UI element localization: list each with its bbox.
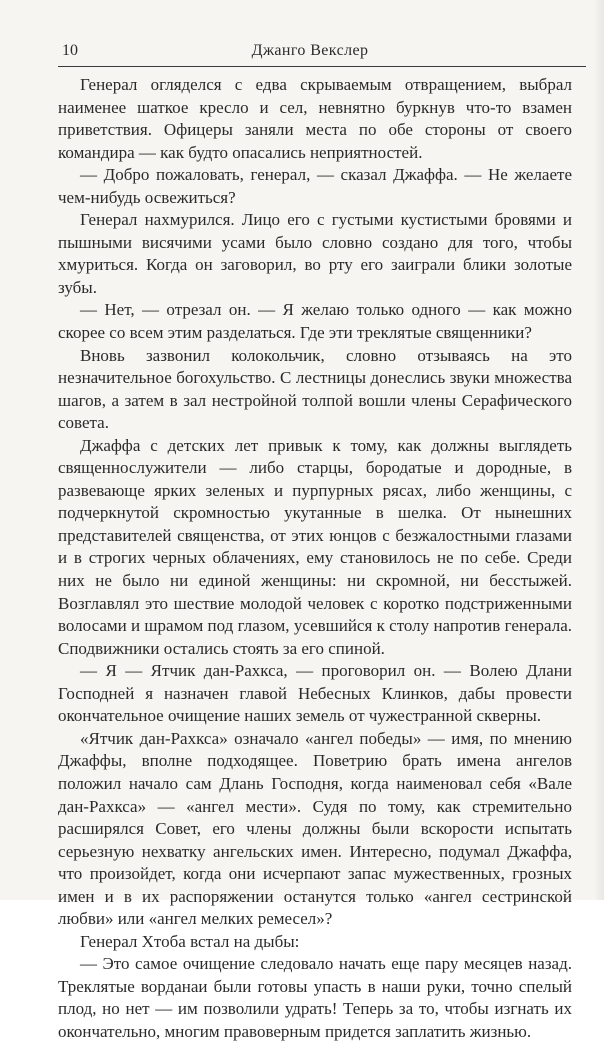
paragraph: Генерал нахмурился. Лицо его с густыми кустистыми бровями и пышными висячими усами было словно создано для того, чтобы хмуриться. Когда он заговорил, во рту его заиграли блики золотые зубы. (58, 210, 572, 297)
page-number: 10 (62, 42, 78, 59)
header-rule (58, 66, 586, 67)
paragraph: «Ятчик дан-Рахкса» означало «ангел победы» — имя, по мнению Джаффы, вполне подходящее. Поветрию брать имена ангелов положил начало сам Длань Господня, когда наименовал себя «Вале дан-Рахкса» — «ангел мести». Судя по тому, как стремительно расширялся Совет, его члены должны были вскорости испытать серьезную нехватку ангельских имен. Интересно, подумал Джаффа, что произойдет, когда они исчерпают запас мужественных, грозных имен и в их распоряжении останутся только «ангел сестринской любви» или «ангел мелких ремесел»? (58, 728, 572, 929)
page-edge-shadow (594, 0, 604, 900)
paragraph: Вновь зазвонил колокольчик, словно отзываясь на это незначительное богохульство. С лестницы донеслись звуки множества шагов, а затем в зал нестройной толпой вошли члены Серафического совета. (58, 345, 572, 433)
paragraph: — Это самое очищение следовало начать еще пару месяцев назад. Треклятые ворданаи были готовы упасть в наши руки, точно спелый плод, но нет — им позволили удрать! Теперь за то, чтобы изгнать их окончательно, многим правоверным придется заплатить жизнью. (58, 954, 572, 1041)
running-title: Джанго Векслер (251, 42, 369, 59)
paragraph: — Нет, — отрезал он. — Я желаю только одного — как можно скорее со всем этим разделаться. Где эти треклятые священники? (58, 300, 572, 343)
paragraph: — Добро пожаловать, генерал, — сказал Джаффа. — Не желаете чем-нибудь освежиться? (58, 165, 572, 207)
body-text (58, 74, 572, 1044)
paragraph: Генерал огляделся с едва скрываемым отвращением, выбрал наименее шаткое кресло и сел, невнятно буркнув что-то взамен приветствия. Офицеры заняли места по обе стороны от своего командира — как будто опасались неприятностей. (58, 75, 572, 162)
paragraph: Генерал Хтоба встал на дыбы: (80, 931, 300, 951)
page-header (40, 38, 580, 64)
paragraph: — Я — Ятчик дан-Рахкса, — проговорил он. — Волею Длани Господней я назначен главой Небесных Клинков, дабы провести окончательное очищение наших земель от чужестранной скверны. (58, 661, 572, 726)
paragraph: Джаффа с детских лет привык к тому, как должны выглядеть священнослужители — либо старцы, бородатые и дородные, в развевающе ярких зеленых и пурпурных рясах, либо женщины, с подчеркнутой скромностью укутанные в шелка. От нынешних представителей священства, от этих юнцов с безжалостными глазами и в строгих черных облачениях, ему становилось не по себе. Среди них не было ни единой женщины: ни скромной, ни бесстыжей. Возглавлял это шествие молодой человек с коротко подстриженными волосами и шрамом под глазом, усевшийся к столу напротив генерала. Сподвижники остались стоять за его спиной. (58, 435, 572, 658)
